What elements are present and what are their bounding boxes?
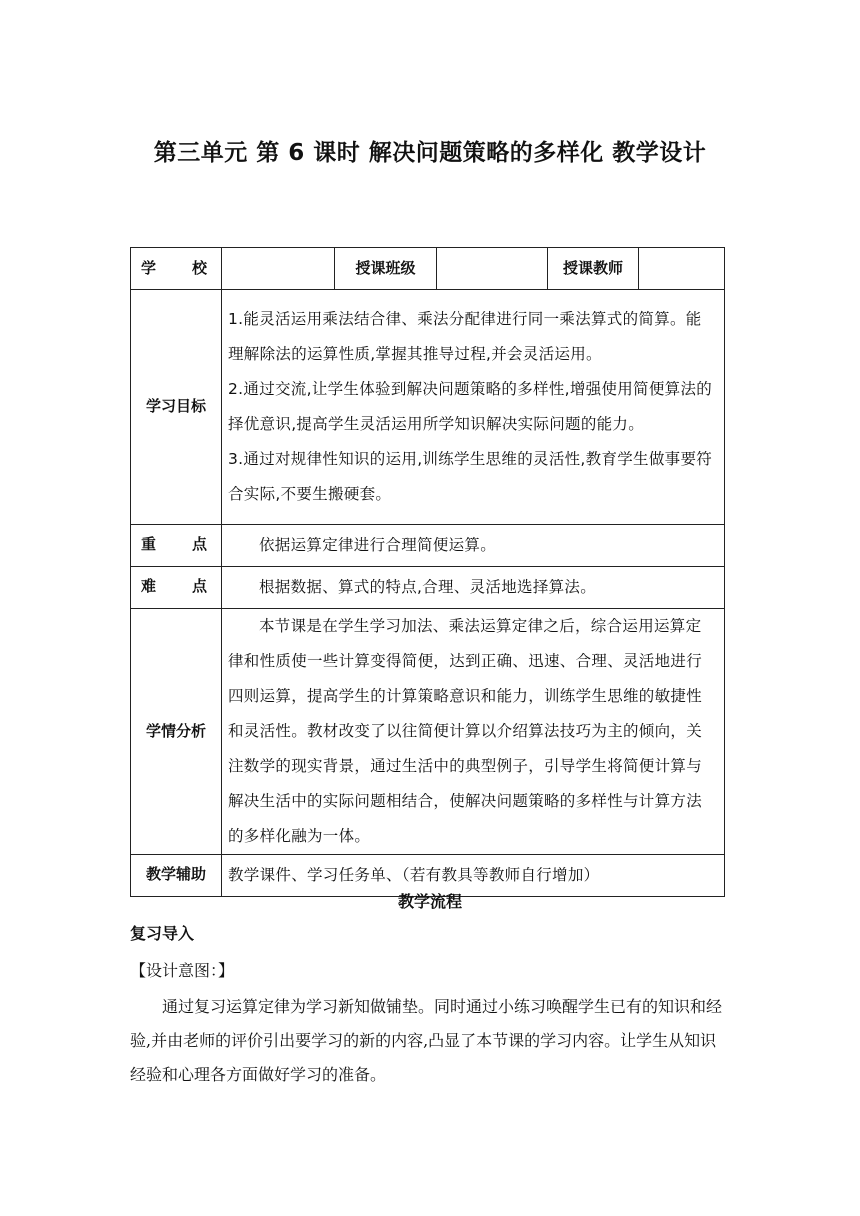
goals-label: 学习目标 <box>131 290 222 525</box>
design-intent-label: 【设计意图：】 <box>130 961 235 980</box>
school-label: 学 校 <box>131 248 222 290</box>
teacher-value <box>639 248 725 290</box>
design-intent-text: 通过复习运算定律为学习新知做铺垫。同时通过小练习唤醒学生已有的知识和经验,并由老师的评价引出要学习的新的内容,凸显了本节课的学习内容。让学生从知识经验和心理各方面做好学习的准备。 <box>130 997 723 1084</box>
goal-item: 2.通过交流,让学生体验到解决问题策略的多样性,增强使用简便算法的择优意识,提高学生灵活运用所学知识解决实际问题的能力。 <box>228 380 713 433</box>
goal-item: 1.能灵活运用乘法结合律、乘法分配律进行同一乘法算式的简算。能理解除法的运算性质,掌握其推导过程,并会灵活运用。 <box>228 310 702 363</box>
key-point-text: 依据运算定律进行合理简便运算。 <box>222 525 725 567</box>
difficulty-label: 难 点 <box>131 567 222 609</box>
lesson-info-table <box>130 247 725 897</box>
header-row <box>131 248 725 290</box>
class-value <box>437 248 548 290</box>
review-heading: 复习导入 <box>130 924 195 943</box>
aids-text: 教学课件、学习任务单、（若有教具等教师自行增加） <box>222 855 725 897</box>
difficulty-row <box>131 567 725 609</box>
flow-title: 教学流程 <box>397 892 462 911</box>
school-value <box>222 248 335 290</box>
teacher-label: 授课教师 <box>548 248 639 290</box>
key-point-row <box>131 525 725 567</box>
goal-item: 3.通过对规律性知识的运用,训练学生思维的灵活性,教育学生做事要符合实际,不要生搬硬套。 <box>228 450 713 503</box>
difficulty-text: 根据数据、算式的特点,合理、灵活地选择算法。 <box>222 567 725 609</box>
goals-row <box>131 290 725 525</box>
analysis-row <box>131 609 725 855</box>
key-point-label: 重 点 <box>131 525 222 567</box>
analysis-label: 学情分析 <box>131 609 222 855</box>
class-label: 授课班级 <box>335 248 437 290</box>
page-title: 第三单元 第 6 课时 解决问题策略的多样化 教学设计 <box>153 140 707 166</box>
goals-cell <box>222 290 725 525</box>
analysis-text: 本节课是在学生学习加法、乘法运算定律之后，综合运用运算定律和性质使一些计算变得简便，达到正确、迅速、合理、灵活地进行四则运算，提高学生的计算策略意识和能力，训练学生思维的敏捷性和灵活性。教材改变了以往简便计算以介绍算法技巧为主的倾向，关注数学的现实背景，通过生活中的典型例子，引导学生将简便计算与解决生活中的实际问题相结合，使解决问题策略的多样性与计算方法的多样化融为一体。 <box>222 609 725 855</box>
aids-label: 教学辅助 <box>131 855 222 897</box>
